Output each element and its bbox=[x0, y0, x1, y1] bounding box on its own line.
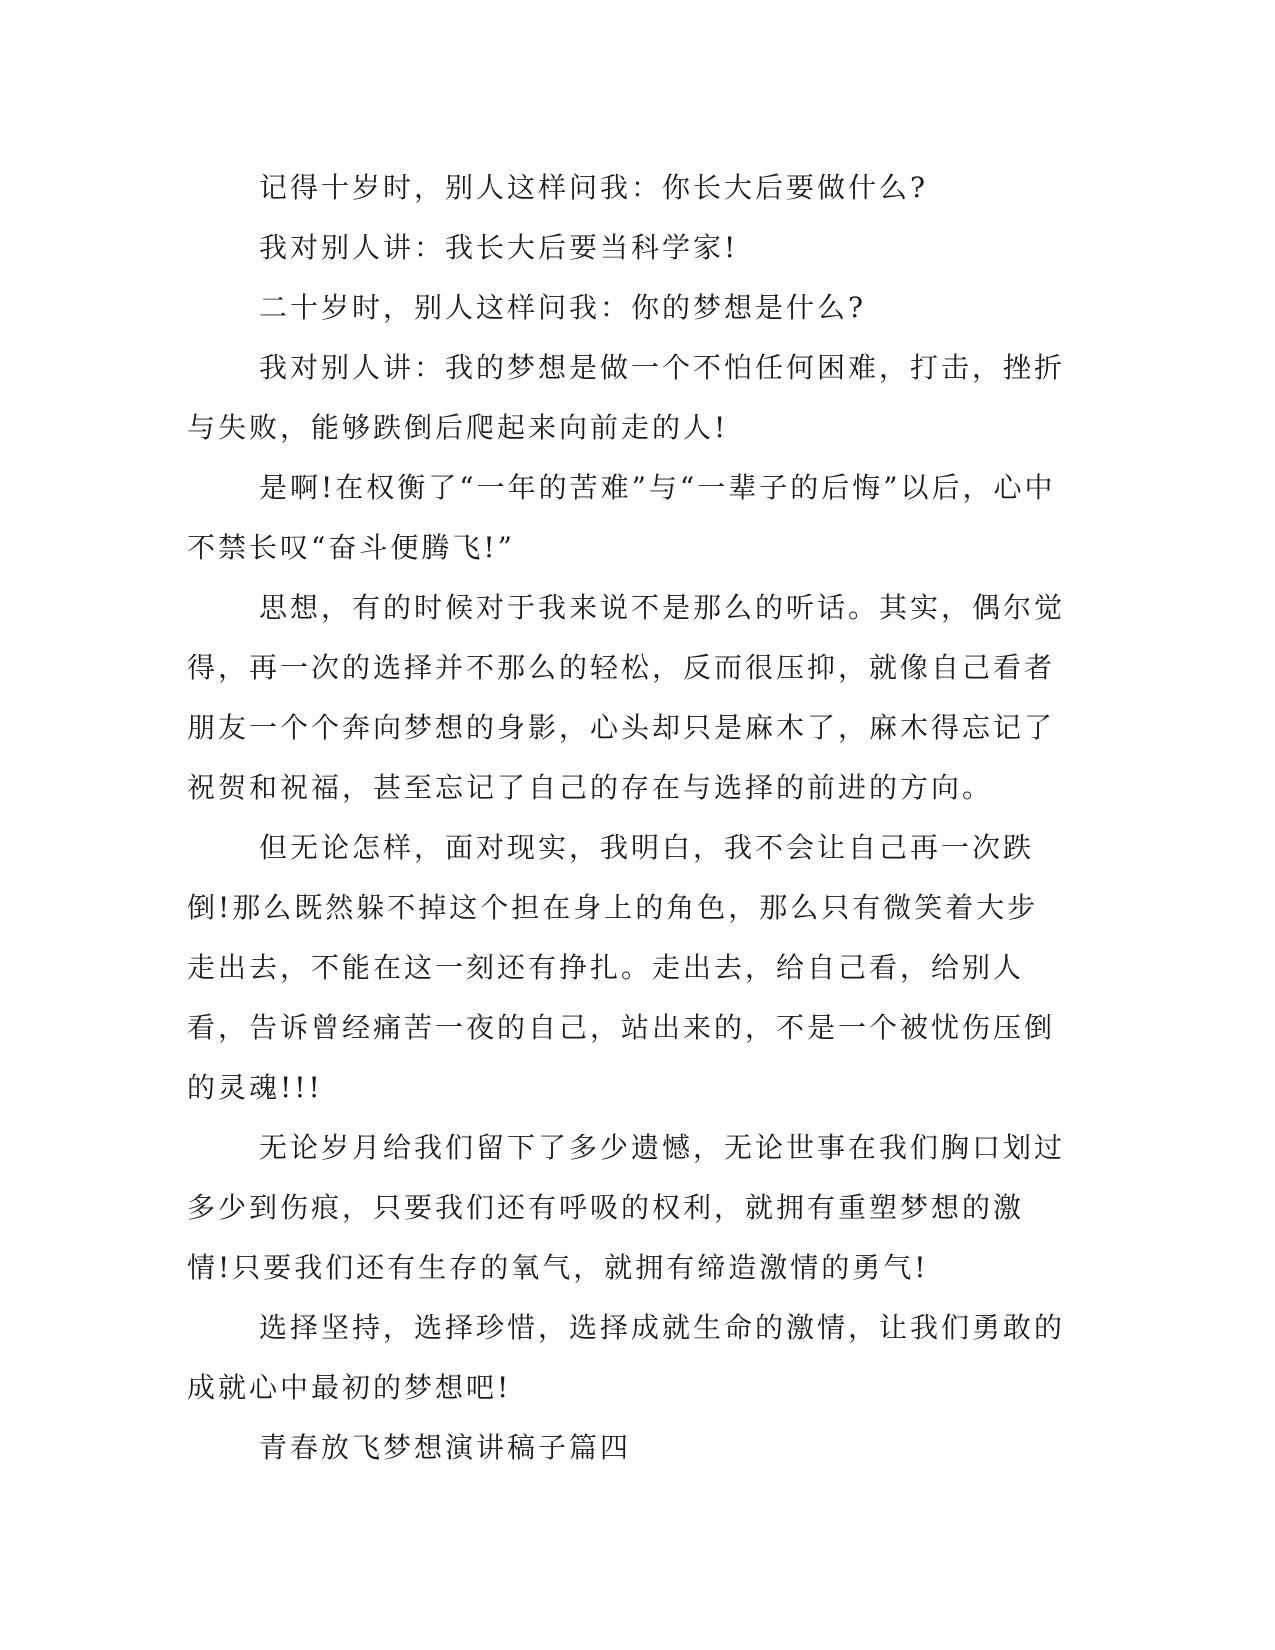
paragraph: 记得十岁时，别人这样问我：你长大后要做什么? bbox=[259, 171, 929, 204]
paragraph: 我对别人讲：我长大后要当科学家! bbox=[259, 231, 739, 264]
paragraph: 但无论怎样，面对现实，我明白，我不会让自己再一次跌倒!那么既然躲不掉这个担在身上的角色，那么只有微笑着大步走出去，不能在这一刻还有挣扎。走出去，给自己看，给别人看，告诉曾经痛苦一夜的自己，站出来的，不是一个被忧伤压倒的灵魂!!! bbox=[187, 831, 1056, 1104]
paragraph: 二十岁时，别人这样问我：你的梦想是什么? bbox=[259, 291, 867, 324]
paragraph: 思想，有的时候对于我来说不是那么的听话。其实，偶尔觉得，再一次的选择并不那么的轻松，反而很压抑，就像自己看者朋友一个个奔向梦想的身影，心头却只是麻木了，麻木得忘记了祝贺和祝福，甚至忘记了自己的存在与选择的前进的方向。 bbox=[187, 591, 1066, 804]
paragraph: 选择坚持，选择珍惜，选择成就生命的激情，让我们勇敢的成就心中最初的梦想吧! bbox=[187, 1311, 1066, 1404]
paragraph: 我对别人讲：我的梦想是做一个不怕任何困难，打击，挫折与失败，能够跌倒后爬起来向前走的人! bbox=[187, 351, 1066, 444]
paragraph: 是啊!在权衡了“一年的苦难”与“一辈子的后悔”以后，心中不禁长叹“奋斗便腾飞!” bbox=[187, 471, 1056, 564]
document-body bbox=[187, 158, 1067, 1478]
paragraph: 无论岁月给我们留下了多少遗憾，无论世事在我们胸口划过多少到伤痕，只要我们还有呼吸的权利，就拥有重塑梦想的激情!只要我们还有生存的氧气，就拥有缔造激情的勇气! bbox=[187, 1131, 1066, 1284]
section-heading: 青春放飞梦想演讲稿子篇四 bbox=[259, 1431, 632, 1464]
